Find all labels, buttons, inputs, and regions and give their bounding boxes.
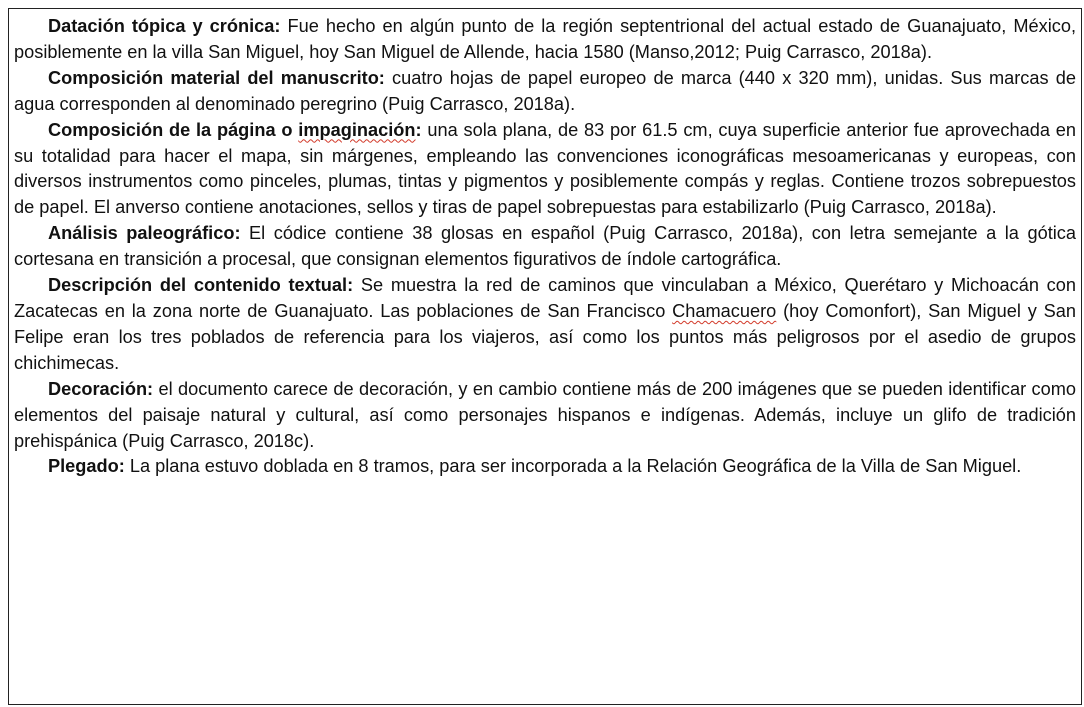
entry-text: una sola plana, de 83 por 61.5 cm, cuya superficie anterior fue aprovechada en su totalidad para hacer el mapa, sin márgenes, empleando las convenciones iconográficas mesoamericanas y europeas, con diversos instrumentos como pinceles, plumas, tintas y pigmentos y posiblemente compás y reglas. Contiene trozos sobrepuestos de papel. El anverso contiene anotaciones, sellos y tiras de papel sobrepuestas para estabilizarlo (Puig Carrasco, 2018a). — [14, 119, 1076, 218]
entry-term-part: : — [415, 119, 422, 140]
spellcheck-flagged-word: impaginación — [298, 119, 416, 140]
entry-descripcion-contenido — [14, 273, 1076, 377]
entry-analisis-paleografico — [14, 221, 1076, 273]
entry-term: Plegado: — [48, 456, 125, 477]
entry-composicion-pagina — [14, 118, 1076, 222]
entry-text: el documento carece de decoración, y en cambio contiene más de 200 imágenes que se pueden identificar como elementos del paisaje natural y cultural, así como personajes hispanos e indígenas. Además, incluye un glifo de tradición prehispánica (Puig Carrasco, 2018c). — [14, 378, 1076, 451]
entry-text: Fue hecho en algún punto de la región septentrional del actual estado de Guanajuato, México, posiblemente en la villa San Miguel, hoy San Miguel de Allende, hacia 1580 (Manso,2012; Puig Carrasco, 2018a). — [14, 16, 1077, 62]
entry-term: Descripción del contenido textual: — [48, 275, 354, 296]
entry-term: Composición material del manuscrito: — [48, 67, 385, 88]
entry-text: El códice contiene 38 glosas en español (Puig Carrasco, 2018a), con letra semejante a la gótica cortesana en transición a procesal, que consignan elementos figurativos de índole cartográfica. — [14, 223, 1076, 270]
entry-text: La plana estuvo doblada en 8 tramos, para ser incorporada a la Relación Geográfica de la Villa de San Miguel. — [124, 456, 1022, 477]
document-text-box — [8, 8, 1082, 705]
entry-text-part: (hoy Comonfort), San Miguel y San Felipe eran los tres poblados de referencia para los viajeros, así como los puntos más peligrosos por el asedio de grupos chichimecas. — [14, 300, 1076, 373]
entry-text: cuatro hojas de papel europeo de marca (440 x 320 mm), unidas. Sus marcas de agua corresponden al denominado peregrino (Puig Carrasco, 2018a). — [14, 67, 1076, 114]
entry-term: Decoración: — [48, 378, 154, 399]
entry-term: Análisis paleográfico: — [48, 223, 241, 244]
entry-datacion — [14, 14, 1076, 66]
entry-term: Datación tópica y crónica: — [48, 16, 281, 36]
entry-decoracion — [14, 377, 1076, 455]
entry-text-part: Se muestra la red de caminos que vinculaban a México, Querétaro y Michoacán con Zacatecas en la zona norte de Guanajuato. Las poblaciones de San Francisco — [14, 275, 1076, 321]
entry-composicion-material — [14, 66, 1076, 118]
entry-plegado — [14, 454, 1076, 480]
entry-term-part: Composición de la página o — [48, 119, 299, 140]
entry-term — [48, 120, 422, 140]
spellcheck-flagged-word: Chamacuero — [672, 300, 777, 321]
